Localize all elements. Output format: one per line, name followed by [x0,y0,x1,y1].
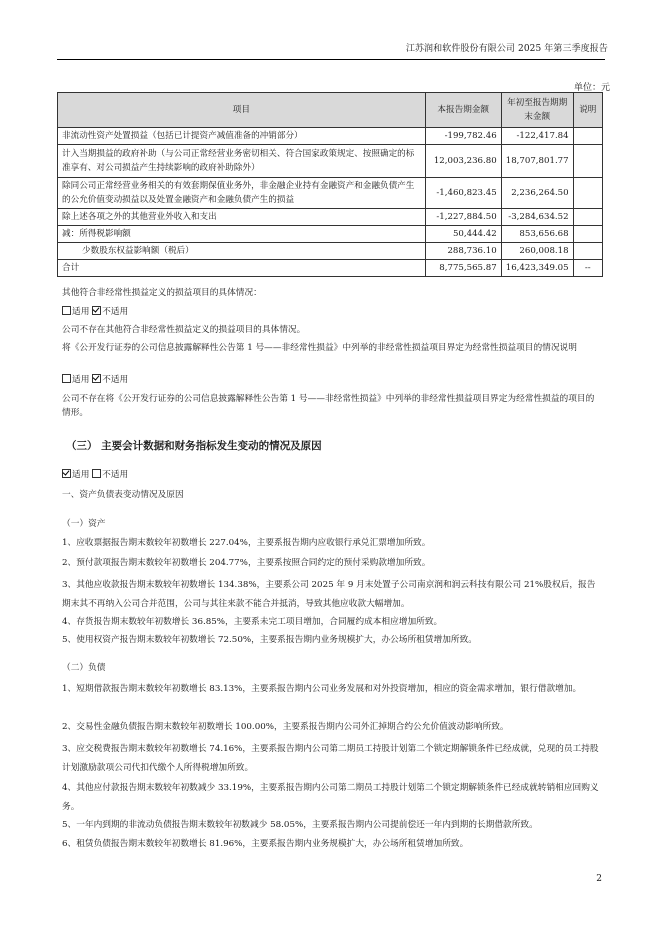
table-row [58,243,603,260]
not-applicable-label: 不适用 [102,375,129,385]
section3-checkbox-line [62,469,602,482]
row-note: -- [573,260,602,277]
section3-subtitle: 一、资产负债表变动情况及原因 [62,490,184,500]
row-note [573,243,602,260]
other-items-statement: 公司不存在其他符合非经常性损益定义的损益项目的具体情况。 [62,325,306,335]
section-title: （三） 主要会计数据和财务指标发生变动的情况及原因 [66,440,322,452]
row-current: -1,227,884.50 [425,209,501,226]
assets-heading: （一）资产 [62,519,106,529]
row-ytd: -122,417.84 [501,128,573,145]
header-divider [57,59,605,60]
reclass-checkbox-line [62,374,602,387]
row-current: -199,782.46 [425,128,501,145]
not-applicable-label: 不适用 [102,307,129,317]
row-current: 8,775,565.87 [425,260,501,277]
column-header-current: 本报告期金额 [425,93,501,128]
checkbox-unchecked-icon [62,374,71,383]
list-item: 3、其他应收款报告期末数较年初数增长 134.38%，主要系公司 2025 年 9 月末处置子公司南京润和润云科技有限公司 21%股权后，报告期末其不再纳入公司合并范围，公司与其往来款不能合并抵消，导致其他应收款大幅增加。 [62,580,596,609]
row-note [573,145,602,178]
checkbox-checked-icon [92,374,101,383]
row-current: 12,003,236.80 [425,145,501,178]
applicable-label: 适用 [72,307,90,317]
table-row [58,145,603,178]
page-number: 2 [596,874,602,884]
checkbox-checked-icon [92,306,101,315]
list-item: 4、存货报告期末数较年初数增长 36.85%，主要系未完工项目增加，合同履约成本相应增加所致。 [62,617,443,627]
unit-label: 单位：元 [573,83,610,93]
list-item: 6、租赁负债报告期末数较年初数增长 81.96%，主要系报告期内业务规模扩大，办公场所租赁增加所致。 [62,839,469,849]
row-item: 减：所得税影响额 [58,226,426,243]
list-item: 5、一年内到期的非流动负债报告期末数较年初数减少 58.05%，主要系报告期内公司提前偿还一年内到期的长期借款所致。 [62,820,538,830]
row-item: 除同公司正常经营业务相关的有效套期保值业务外，非金融企业持有金融资产和金融负债产生的公允价值变动损益以及处置金融资产和金融负债产生的损益 [58,178,426,209]
checkbox-unchecked-icon [92,469,101,478]
list-item: 4、其他应付款报告期末数较年初数减少 33.19%，主要系报告期内公司第二期员工持股计划第二个锁定期解锁条件已经成就转销相应回购义务。 [62,783,599,812]
table-row [58,128,603,145]
row-current: -1,460,823.45 [425,178,501,209]
row-current: 288,736.10 [425,243,501,260]
table-row [58,226,603,243]
list-item: 1、短期借款报告期末数较年初数增长 83.13%，主要系报告期内公司业务发展和对外投资增加，相应的资金需求增加，银行借款增加。 [62,684,582,694]
reclass-intro: 将《公开发行证券的公司信息披露解释性公告第 1 号——非经常性损益》中列举的非经常性损益项目界定为经常性损益项目的情况说明 [62,343,577,353]
table-header-row [58,93,603,128]
reclass-statement: 公司不存在将《公开发行证券的公司信息披露解释性公告第 1 号——非经常性损益》中列举的非经常性损益项目界定为经常性损益的项目的情形。 [62,394,595,418]
list-item: 1、应收票据报告期末数较年初数增长 227.04%，主要系报告期内应收银行承兑汇票增加所致。 [62,538,431,548]
table-row [58,178,603,209]
row-ytd: 260,008.18 [501,243,573,260]
column-header-item: 项目 [58,93,426,128]
not-applicable-label: 不适用 [102,470,129,480]
row-item: 非流动性资产处置损益（包括已计提资产减值准备的冲销部分） [58,128,426,145]
row-ytd: 853,656.68 [501,226,573,243]
table-row [58,209,603,226]
list-item: 5、使用权资产报告期末数较年初数增长 72.50%，主要系报告期内业务规模扩大，办公场所租赁增加所致。 [62,635,477,645]
row-ytd: 2,236,264.50 [501,178,573,209]
list-item: 3、应交税费报告期末数较年初数增长 74.16%，主要系报告期内公司第二期员工持股计划第二个锁定期解锁条件已经成就，兑现的员工持股计划激励款项公司代扣代缴个人所得税增加所致。 [62,744,599,773]
applicable-label: 适用 [72,470,90,480]
column-header-note: 说明 [573,93,602,128]
applicable-label: 适用 [72,375,90,385]
row-note [573,178,602,209]
row-ytd: 18,707,801.77 [501,145,573,178]
list-item: 2、交易性金融负债报告期末数较年初数增长 100.00%，主要系报告期内公司外汇掉期合约公允价值波动影响所致。 [62,722,509,732]
row-ytd: 16,423,349.05 [501,260,573,277]
row-item: 合计 [58,260,426,277]
row-item: 除上述各项之外的其他营业外收入和支出 [58,209,426,226]
row-item: 计入当期损益的政府补助（与公司正常经营业务密切相关、符合国家政策规定、按照确定的标准享有、对公司损益产生持续影响的政府补助除外） [58,145,426,178]
row-note [573,128,602,145]
list-item: 2、预付款项报告期末数较年初数增长 204.77%，主要系按照合同约定的预付采购款增加所致。 [62,558,431,568]
report-header-title: 江苏润和软件股份有限公司 2025 年第三季度报告 [405,44,608,54]
other-items-intro: 其他符合非经常性损益定义的损益项目的具体情况： [62,288,262,298]
table-total-row [58,260,603,277]
row-item: 少数股东权益影响额（税后） [58,243,426,260]
liabilities-heading: （二）负债 [62,663,106,673]
non-recurring-gain-table [57,92,603,277]
column-header-ytd: 年初至报告期期末金额 [501,93,573,128]
other-items-checkbox-line [62,306,602,319]
row-note [573,209,602,226]
row-note [573,226,602,243]
row-ytd: -3,284,634.52 [501,209,573,226]
checkbox-checked-icon [62,469,71,478]
row-current: 50,444.42 [425,226,501,243]
checkbox-unchecked-icon [62,306,71,315]
